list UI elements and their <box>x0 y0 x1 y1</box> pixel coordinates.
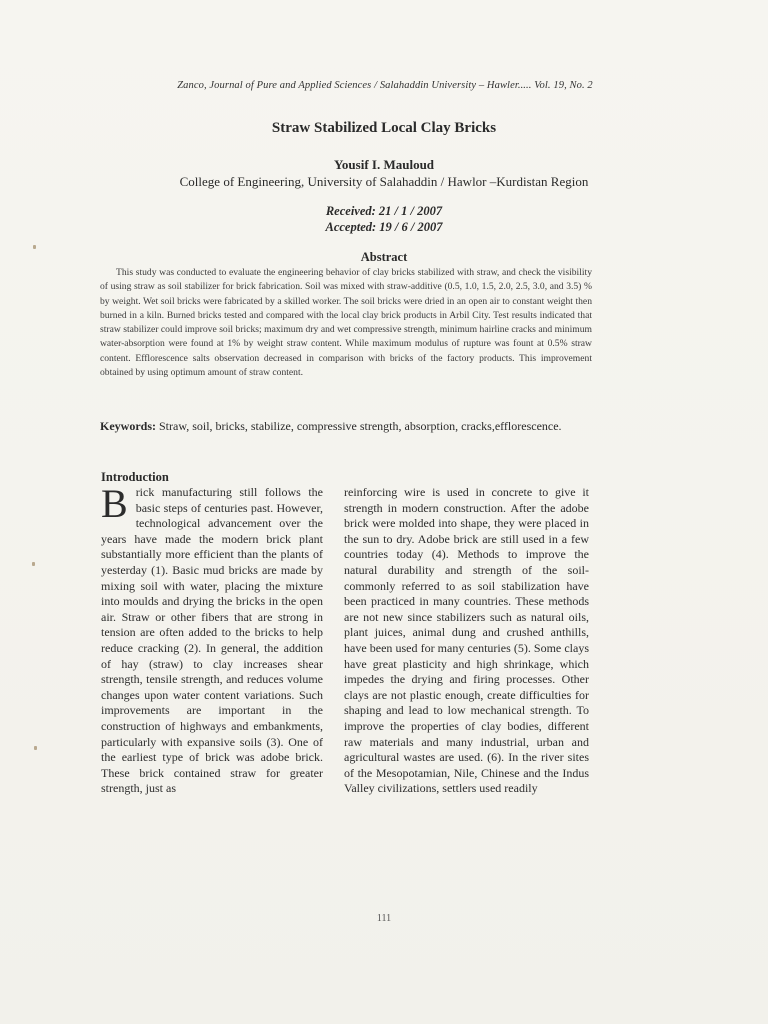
received-date: Received: 21 / 1 / 2007 <box>325 204 443 218</box>
abstract-heading: Abstract <box>360 250 408 264</box>
keywords-text: Straw, soil, bricks, stabilize, compressive strength, absorption, cracks,efflorescence. <box>159 419 562 433</box>
scan-speck <box>34 746 37 750</box>
author-name: Yousif I. Mauloud <box>333 157 435 172</box>
introduction-column-left <box>101 481 323 797</box>
scan-speck <box>33 245 36 249</box>
author-affiliation: College of Engineering, University of Salahaddin / Hawlor –Kurdistan Region <box>179 174 589 189</box>
drop-cap: B <box>101 481 128 526</box>
accepted-date: Accepted: 19 / 6 / 2007 <box>325 220 443 234</box>
journal-header: Zanco, Journal of Pure and Applied Sciences / Salahaddin University – Hawler..... Vol. 19, No. 2 <box>177 80 593 91</box>
keywords-label: Keywords: <box>100 419 156 433</box>
introduction-text-left: rick manufacturing still follows the basic steps of centuries past. However, technological advancement over the years have made the modern brick plant substantially more efficient than the plants of yesterday (1). Basic mud bricks are made by mixing soil with water, placing the mixture into moulds and drying the bricks in the open air. Straw or other fibers that are strong in tension are often added to the bricks to help reduce cracking (2). In general, the addition of hay (straw) to clay increases shear strength, tensile strength, and reduces volume changes upon water content variations. Such improvements are important in the construction of highways and embankments, particularly with expansive soils (3). One of the earliest type of brick was adobe brick. These brick contained straw for greater strength, just as <box>101 485 323 796</box>
introduction-column-right: reinforcing wire is used in concrete to give it strength in modern construction. After the adobe brick were molded into shape, they were placed in the sun to dry. Adobe brick are still used in a few countries today (4). Methods to improve the natural durability and strength of the soil-commonly referred to as soil stabilization have been practiced in many countries. These methods are not new since stabilizers such as natural oils, plant juices, animal dung and crushed anthills, have been used for many centuries (5). Some clays have great plasticity and high shrinkage, which impedes the drying and firing processes. Other clays are not plastic enough, create difficulties for shaping and lead to low mechanical strength. To improve the properties of clay bodies, different raw materials and many industrial, urban and agricultural wastes are used. (6). In the river sites of the Mesopotamian, Nile, Chinese and the Indus Valley civilizations, settlers used readily <box>344 485 589 796</box>
introduction-heading: Introduction <box>101 470 169 484</box>
scan-speck <box>32 562 35 566</box>
keywords <box>100 419 592 434</box>
page-number: 111 <box>376 913 392 924</box>
abstract-text: This study was conducted to evaluate the engineering behavior of clay bricks stabilized with straw, and check the visibility of using straw as soil stabilizer for brick fabrication. Soil was mixed with straw-additive (0.5, 1.0, 1.5, 2.0, 2.5, 3.0, and 3.5) % by weight. Wet soil bricks were fabricated by a skilled worker. The soil bricks were dried in an open air to constant weight then burned in a kiln. Burned bricks tested and compared with the local clay brick products in Arbil City. Test results indicated that straw stabilizer could improve soil bricks; maximum dry and wet compressive strength, minimum hairline cracks and minimum water-absorption were found at 1% by weight straw content. While maximum modulus of rupture was fount at 0.5% straw content. Efflorescence salts observation decreased in comparison with bricks of the factory products. This improvement obtained by using optimum amount of straw content. <box>100 267 592 379</box>
paper-title: Straw Stabilized Local Clay Bricks <box>271 120 497 136</box>
